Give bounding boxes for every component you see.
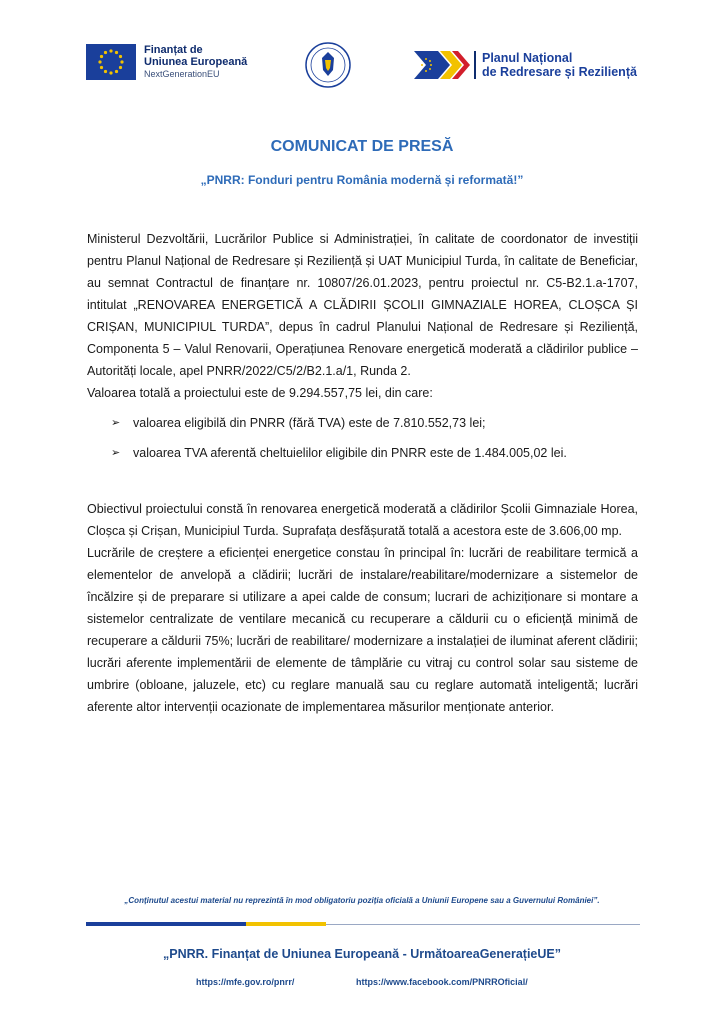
list-item-text: valoarea eligibilă din PNRR (fără TVA) este de 7.810.552,73 lei; [133,416,486,430]
paragraph-total-value: Valoarea totală a proiectului este de 9.294.557,75 lei, din care: [87,386,433,400]
pnrr-arrow-icon [414,48,470,82]
footer-rule-grey [326,924,640,925]
list-item [87,412,638,434]
eu-funding-logo [86,44,247,80]
paragraph-works: Lucrările de creștere a eficienței energetice constau în principal în: lucrări de reabilitare termică a elementelor de anvelopă a clădirii; lucrări de instalare/reabilitare/modernizare a sistemelor de încălzire și de preparare si utilizare a apei calde de consum; lucrari de achiziționare si montare a sistemelor centralizate de ventilare mecanică cu recuperare a căldurii cu o eficiență minimă de recuperare a căldurii 75%; lucrări de reabilitare/ modernizare a instalației de iluminat aferent clădirii; lucrări aferente implementării de elemente de tâmplărie cu vitraj cu control solar sau sisteme de umbrire (obloane, jaluzele, etc) cu reglare manuală sau cu reglare automată inteligentă; lucrări aferente altor intervenții ocazionate de implementarea măsurilor menționate anterior. [87,546,638,714]
arrow-bullet-icon: ➢ [111,417,121,429]
document-title: COMUNICAT DE PRESĂ [270,138,454,155]
list-item [87,442,638,464]
disclaimer: „Conținutul acestui material nu reprezintă în mod obligatoriu poziția oficială a Uniunii Europene sau a Guvernului României”. [124,896,600,905]
mfe-link[interactable]: https://mfe.gov.ro/pnrr/ [196,977,295,987]
pnrr-logo-line2: de Redresare și Reziliență [482,65,637,79]
paragraph-contract: Ministerul Dezvoltării, Lucrărilor Publice si Administrației, în calitate de coordonator de investiții pentru Planul Național de Redresare și Reziliență și UAT Municipiul Turda, în calitate de Beneficiar, au semnat Contractul de finanțare nr. 10807/26.01.2023, pentru proiectul nr. C5-B2.1.a-1707, intitulat „RENOVAREA ENERGETICĂ A CLĂDIRII ȘCOLII GIMNAZIALE HOREA, CLOȘCA ȘI CRIȘAN, MUNICIPIUL TURDA”, depus în cadrul Planului Național de Redresare și Reziliență, Componenta 5 – Valul Renovarii, Operațiunea Renovare energetică moderată a clădirilor publice – Autorități locale, apel PNRR/2022/C5/2/B2.1.a/1, Runda 2. [87,232,638,378]
pnrr-logo [414,48,637,82]
eu-logo-line3: NextGenerationEU [144,69,220,79]
footer-rule-yellow [246,922,326,926]
value-breakdown-list [87,412,638,464]
eu-flag-icon [86,44,136,80]
facebook-link[interactable]: https://www.facebook.com/PNRROficial/ [356,977,528,987]
list-item-text: valoarea TVA aferentă cheltuielilor eligibile din PNRR este de 1.484.005,02 lei. [133,446,567,460]
pnrr-logo-line1: Planul Național [482,51,573,65]
document-subtitle: „PNRR: Fonduri pentru România modernă și reformată!” [200,173,524,187]
paragraph-objective: Obiectivul proiectului constă în renovarea energetică moderată a clădirilor Școlii Gimnaziale Horea, Cloșca și Crișan, Municipiul Turda. Suprafața desfășurată totală a acestora este de 3.606,00 mp. [87,502,638,538]
footer-rule-blue [86,922,246,926]
arrow-bullet-icon: ➢ [111,447,121,459]
footer-slogan: „PNRR. Finanțat de Uniunea Europeană - UrmătoareaGenerațieUE” [162,947,561,961]
document-body [87,228,638,718]
government-seal-icon [305,42,351,88]
eu-logo-line2: Uniunea Europeană [144,56,248,68]
eu-logo-line1: Finanțat de [144,44,203,56]
